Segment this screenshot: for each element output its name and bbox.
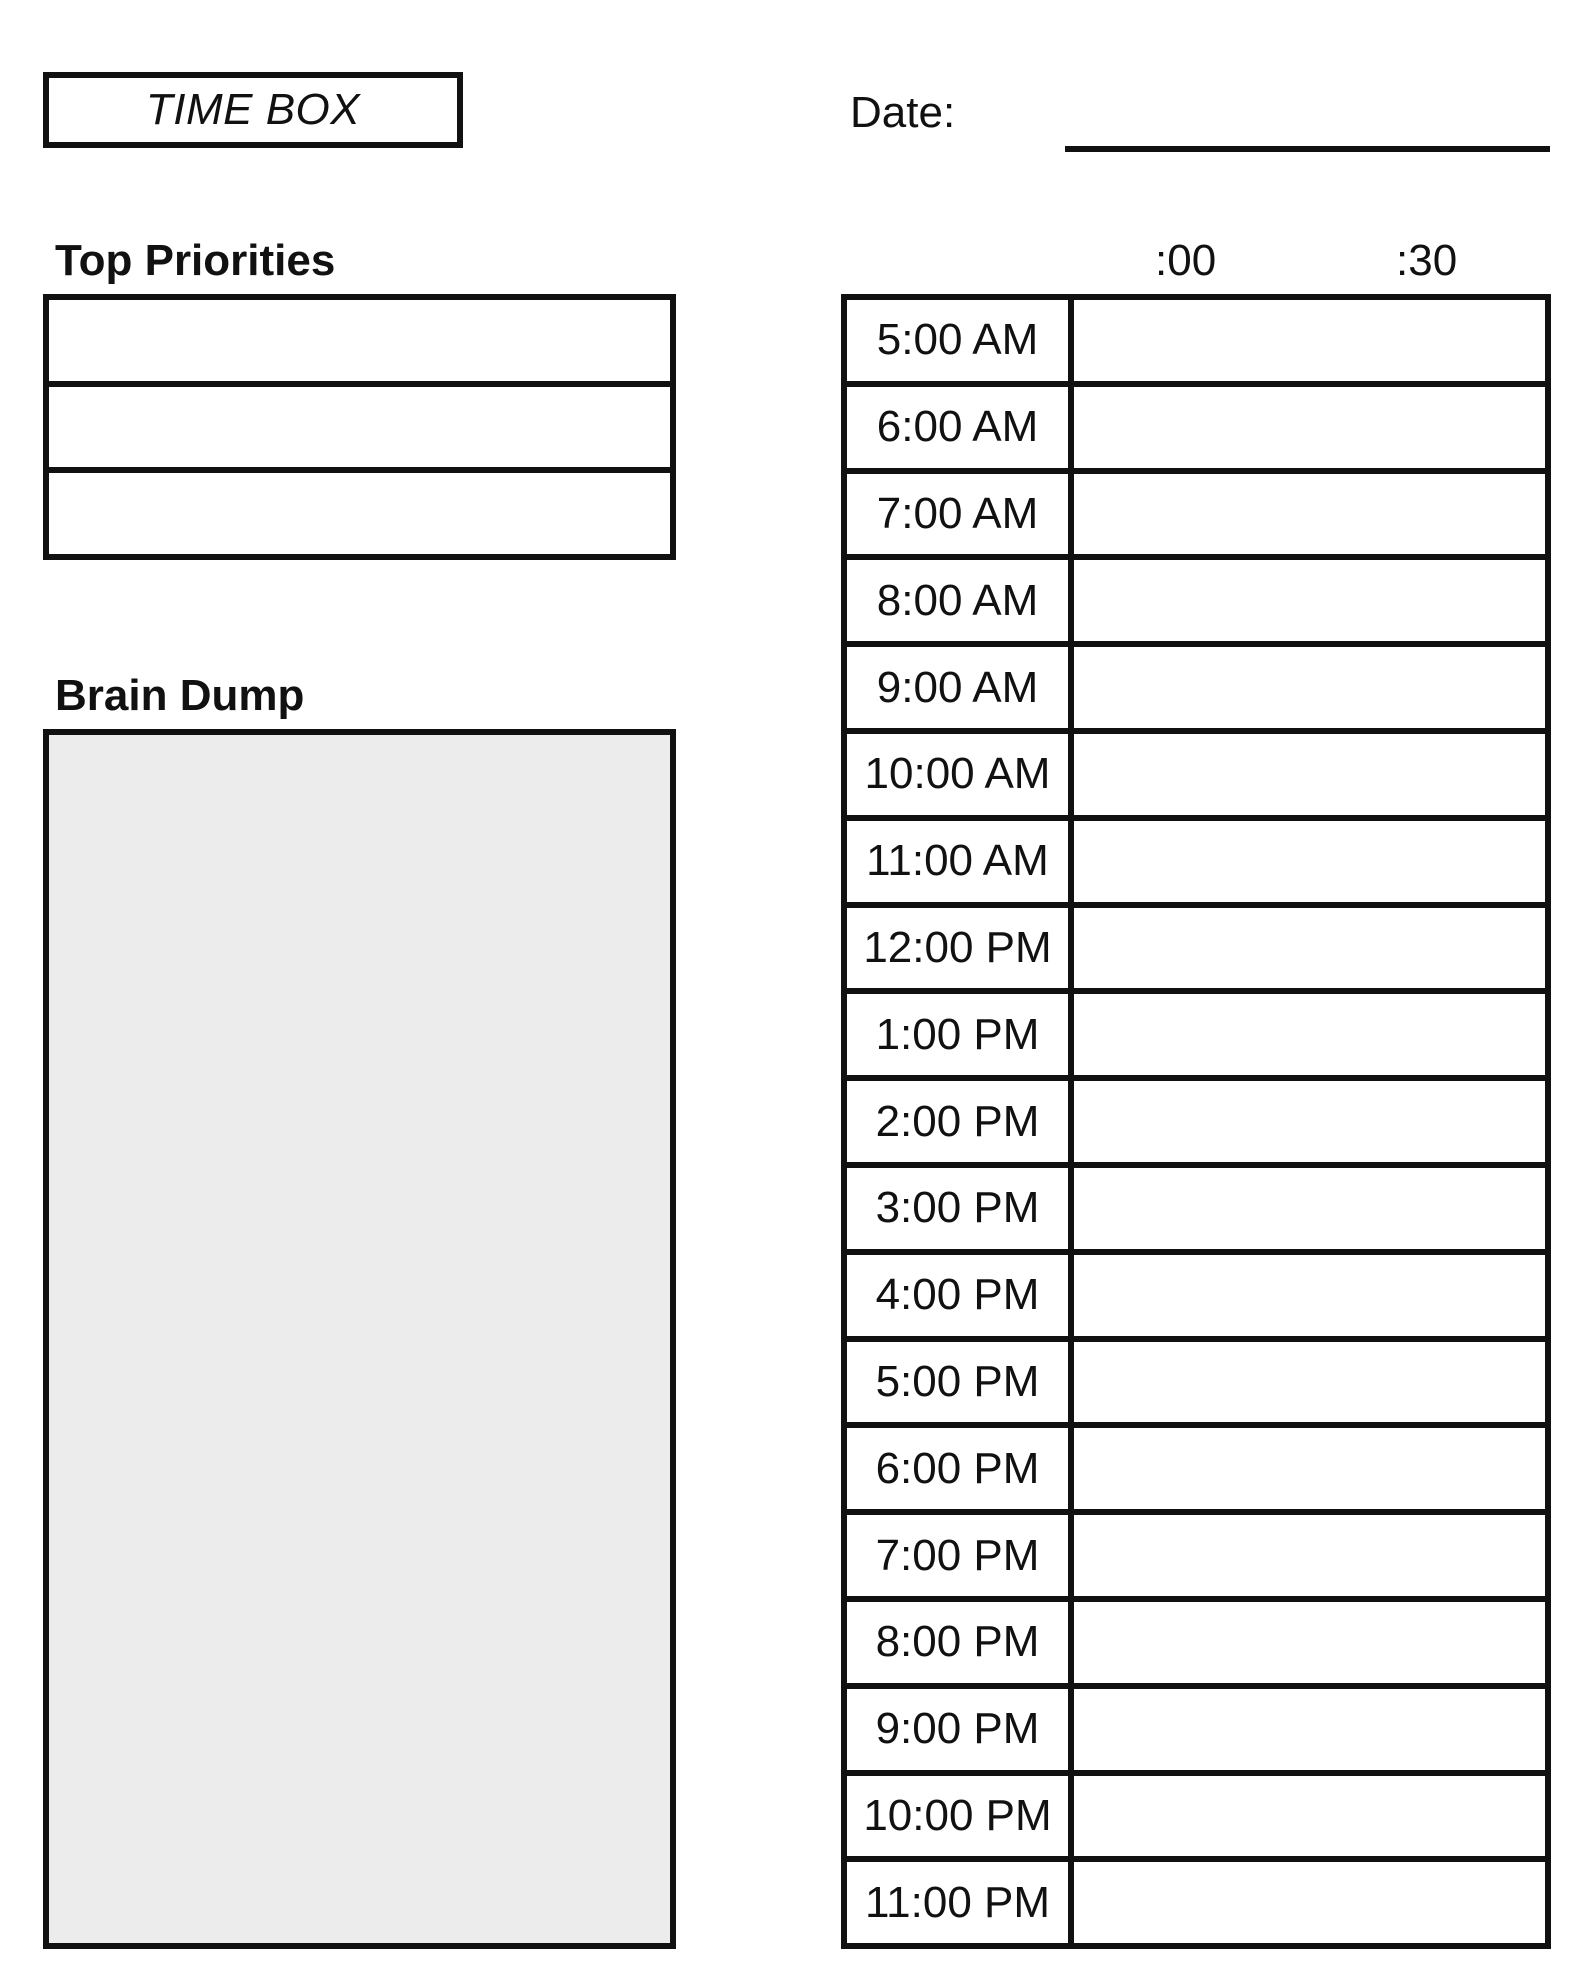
schedule-row xyxy=(847,1515,1545,1602)
time-label: 9:00 PM xyxy=(847,1689,1074,1770)
schedule-row xyxy=(847,1602,1545,1689)
time-label: 10:00 AM xyxy=(847,734,1074,815)
time-slot[interactable] xyxy=(1074,647,1545,728)
time-label: 11:00 AM xyxy=(847,821,1074,902)
time-label: 2:00 PM xyxy=(847,1081,1074,1162)
schedule-row xyxy=(847,1862,1545,1943)
time-label: 8:00 AM xyxy=(847,560,1074,641)
schedule-row xyxy=(847,1428,1545,1515)
time-slot[interactable] xyxy=(1074,1776,1545,1857)
time-slot[interactable] xyxy=(1074,908,1545,989)
brain-dump-area[interactable] xyxy=(43,729,676,1949)
date-label: Date: xyxy=(850,88,956,137)
time-label: 9:00 AM xyxy=(847,647,1074,728)
column-header-00: :00 xyxy=(1155,236,1217,285)
priority-row-2[interactable] xyxy=(49,387,670,474)
schedule-row xyxy=(847,734,1545,821)
time-slot[interactable] xyxy=(1074,474,1545,555)
time-slot[interactable] xyxy=(1074,1689,1545,1770)
schedule-row xyxy=(847,1168,1545,1255)
schedule-row xyxy=(847,1081,1545,1168)
top-priorities-box xyxy=(43,294,676,560)
schedule-row xyxy=(847,647,1545,734)
time-label: 6:00 AM xyxy=(847,387,1074,468)
time-slot[interactable] xyxy=(1074,821,1545,902)
time-slot[interactable] xyxy=(1074,734,1545,815)
time-label: 12:00 PM xyxy=(847,908,1074,989)
time-slot[interactable] xyxy=(1074,994,1545,1075)
time-label: 6:00 PM xyxy=(847,1428,1074,1509)
column-header-30: :30 xyxy=(1396,236,1458,285)
time-label: 11:00 PM xyxy=(847,1862,1074,1943)
time-label: 10:00 PM xyxy=(847,1776,1074,1857)
time-slot[interactable] xyxy=(1074,1168,1545,1249)
schedule-table xyxy=(841,294,1551,1949)
time-slot[interactable] xyxy=(1074,1602,1545,1683)
time-slot[interactable] xyxy=(1074,387,1545,468)
page-title: TIME BOX xyxy=(43,72,463,148)
time-slot[interactable] xyxy=(1074,1428,1545,1509)
time-label: 8:00 PM xyxy=(847,1602,1074,1683)
time-slot[interactable] xyxy=(1074,1515,1545,1596)
time-slot[interactable] xyxy=(1074,300,1545,381)
top-priorities-heading: Top Priorities xyxy=(55,236,336,285)
time-slot[interactable] xyxy=(1074,1342,1545,1423)
time-label: 4:00 PM xyxy=(847,1255,1074,1336)
time-label: 5:00 AM xyxy=(847,300,1074,381)
time-slot[interactable] xyxy=(1074,1255,1545,1336)
time-label: 7:00 AM xyxy=(847,474,1074,555)
priority-row-1[interactable] xyxy=(49,300,670,387)
schedule-row xyxy=(847,560,1545,647)
time-slot[interactable] xyxy=(1074,560,1545,641)
time-label: 5:00 PM xyxy=(847,1342,1074,1423)
schedule-row xyxy=(847,387,1545,474)
schedule-row xyxy=(847,300,1545,387)
schedule-row xyxy=(847,821,1545,908)
priority-row-3[interactable] xyxy=(49,473,670,554)
time-label: 3:00 PM xyxy=(847,1168,1074,1249)
schedule-row xyxy=(847,1689,1545,1776)
date-field-line[interactable] xyxy=(1065,146,1550,152)
time-label: 7:00 PM xyxy=(847,1515,1074,1596)
schedule-row xyxy=(847,908,1545,995)
schedule-row xyxy=(847,1342,1545,1429)
time-label: 1:00 PM xyxy=(847,994,1074,1075)
schedule-row xyxy=(847,1776,1545,1863)
schedule-row xyxy=(847,994,1545,1081)
time-slot[interactable] xyxy=(1074,1081,1545,1162)
schedule-row xyxy=(847,1255,1545,1342)
time-slot[interactable] xyxy=(1074,1862,1545,1943)
schedule-row xyxy=(847,474,1545,561)
brain-dump-heading: Brain Dump xyxy=(55,671,305,720)
